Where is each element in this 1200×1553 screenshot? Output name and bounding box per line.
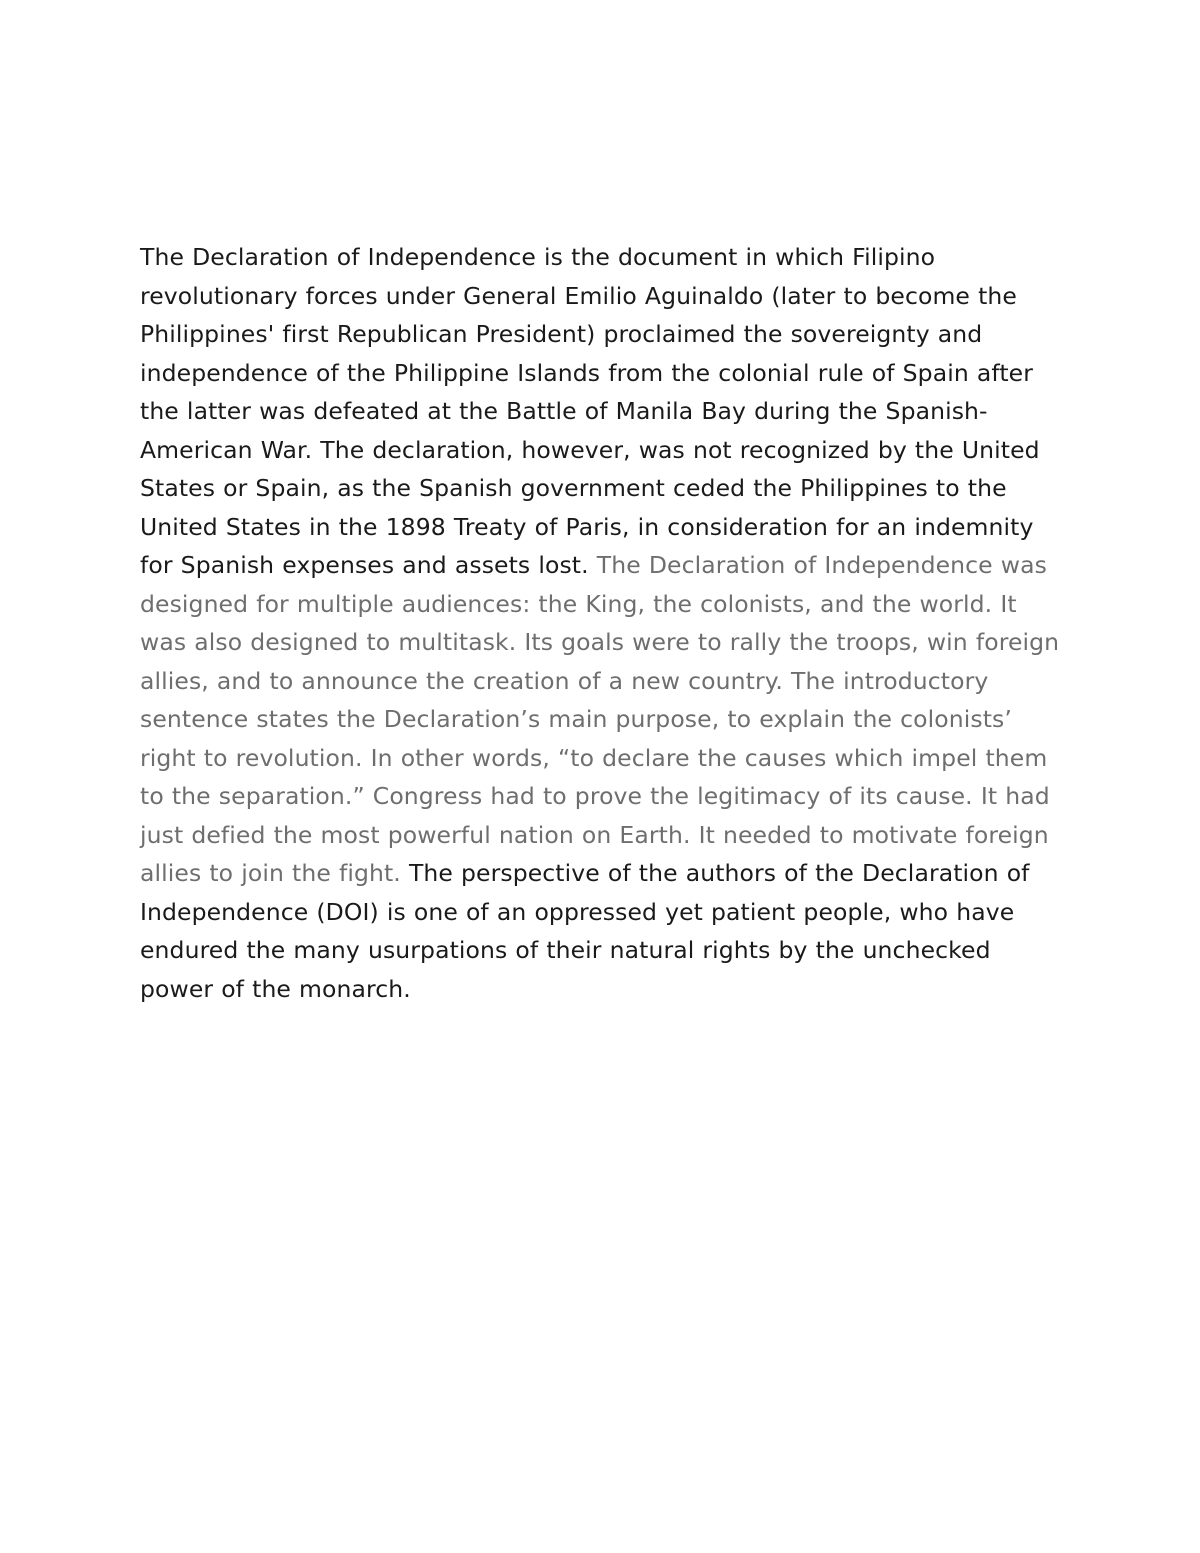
paragraph-segment-closing: The perspective of the authors of the Declaration of Independence (DOI) is one of an oppressed yet patient people, who have endured the many usurpations of their natural rights by the unchecked power of the monarch. bbox=[140, 859, 1030, 1003]
paragraph-segment-middle: The Declaration of Independence was designed for multiple audiences: the King, the colonists, and the world. It was also designed to multitask. Its goals were to rally the troops, win foreign allies, and to announce the creation of a new country. The introductory sentence states the Declaration’s main purpose, to explain the colonists’ right to revolution. In other words, “to declare the causes which impel them to the separation.” Congress had to prove the legitimacy of its cause. It had just defied the most powerful nation on Earth. It needed to motivate foreign allies to join the fight. bbox=[140, 551, 1060, 887]
paragraph-segment-intro: The Declaration of Independence is the document in which Filipino revolutionary forces under General Emilio Aguinaldo (later to become the Philippines' first Republican President) proclaimed the sovereignty and independence of the Philippine Islands from the colonial rule of Spain after the latter was defeated at the Battle of Manila Bay during the Spanish-American War. The declaration, however, was not recognized by the United States or Spain, as the Spanish government ceded the Philippines to the United States in the 1898 Treaty of Paris, in consideration for an indemnity for Spanish expenses and assets lost. bbox=[140, 243, 1040, 579]
body-paragraph bbox=[140, 238, 1060, 1008]
document-text-block bbox=[140, 238, 1060, 1008]
